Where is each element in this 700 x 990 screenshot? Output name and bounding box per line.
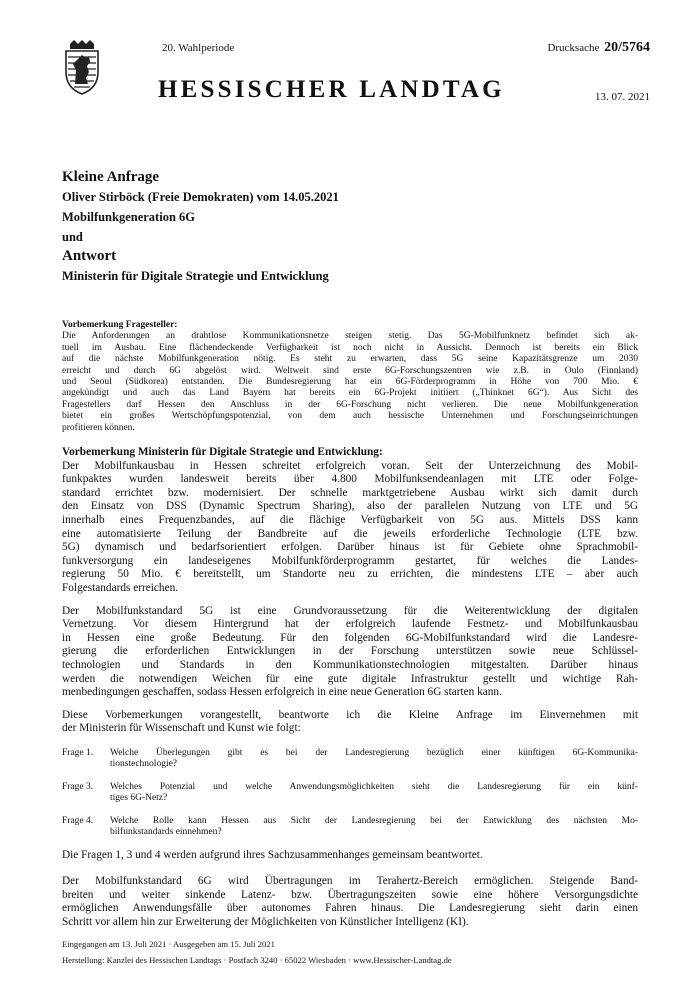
vorbemerkung-ministerin-paragraph-2 (62, 605, 638, 700)
author-line: Oliver Stirböck (Freie Demokraten) vom 14.05.2021 (62, 190, 339, 204)
document-date: 13. 07. 2021 (595, 91, 650, 103)
vorbemerkung-ministerin-paragraph-1 (62, 460, 638, 596)
drucksache-number: 20/5764 (604, 40, 650, 55)
footer-dates: Eingegangen am 13. Juli 2021 · Ausgegeben am 15. Juli 2021 (62, 939, 275, 949)
text-line: auf die nächste Mobilfunkgeneration nötig. Es steht zu erwarten, dass 5G seine Kapazitätsgrenze um 2030 (62, 354, 638, 365)
document-body (62, 320, 638, 929)
text-line: werden die notwendigen Weichen für eine gute digitale Infrastruktur gestellt und wichtige Rah- (62, 672, 638, 685)
frage-item (62, 748, 638, 771)
vorbemerkung-ministerin-heading: Vorbemerkung Ministerin für Digitale Strategie und Entwicklung: (62, 446, 383, 459)
hessen-coat-of-arms-icon (62, 40, 102, 95)
text-line: tuell im Ausbau. Eine flächendeckende Verfügbarkeit ist noch nicht in Aussicht. Dennoch ist bereits ein Blick (62, 342, 638, 353)
text-line: Die Anforderungen an drahtlose Kommunikationsnetze steigen stetig. Das 5G-Mobilfunknetz befindet sich ak- (62, 331, 638, 342)
intro-paragraph (62, 709, 638, 736)
fragen-list (62, 748, 638, 838)
drucksache (547, 40, 650, 56)
text-line: angekündigt und auch das Land Bayern hat bereits ein 6G-Projekt initiiert („Thinknet 6G“). Aus Sicht des (62, 388, 638, 399)
text-line: profitieren können. (62, 422, 135, 433)
text-line: breiten und weiter sinkende Latenz- bzw. Übertragungszeiten sowie eine höhere Versorgungsdichte (62, 888, 638, 901)
frage-item (62, 816, 638, 839)
text-line: standard errichtet bzw. modernisiert. Der schnelle marktgetriebene Ausbau wirkt sich damit durch (62, 486, 638, 499)
text-line: bietet ein großes Wertschöpfungspotenzial, von dem auch hessische Unternehmen und Forschungseinrichtungen (62, 411, 638, 422)
subject: Mobilfunkgeneration 6G (62, 210, 195, 224)
frage-text (110, 782, 638, 805)
text-line: eine automatisierte Teilung der Bandbreite auf die jeweils erforderliche Technologie (LTE bzw. (62, 527, 638, 540)
text-line: Diese Vorbemerkungen vorangestellt, beantworte ich die Kleine Anfrage im Einvernehmen mit (62, 708, 638, 721)
text-line: Fragestellers darf Hessen den Anschluss in der 6G-Forschung nicht verlieren. Die neue Mobilfunkgeneration (62, 399, 638, 410)
text-line: Der Mobilfunkausbau in Hessen schreitet erfolgreich voran. Seit der Unterzeichnung des Mobil- (62, 459, 638, 472)
text-line: ermöglichen Anwendungsfälle über autonomes Fahren hinaus. Die Landesregierung sieht darin einen (62, 902, 638, 915)
text-line: Folgestandards erreichen. (62, 582, 179, 594)
und-connector: und (62, 230, 83, 244)
vorbemerkung-fragesteller-text (62, 331, 638, 434)
text-line: innerhalb eines Frequenzbandes, auf die flächige Verfügbarkeit von 5G aus. Mittels DSS kann (62, 514, 638, 527)
text-line: Der Mobilfunkstandard 5G ist eine Grundvoraussetzung für die Weiterentwicklung der digitalen (62, 604, 638, 617)
vorbemerkung-fragesteller-heading: Vorbemerkung Fragesteller: (62, 320, 178, 330)
text-line: funkpaktes wurden landesweit bereits über 4.800 Mobilfunksendeanlagen mit LTE oder Folge- (62, 473, 638, 486)
text-line: tionstechnologie? (110, 759, 178, 770)
text-line: in Hessen eine große Bedeutung. Für den folgenden 6G-Mobilfunkstandard wird die Landesre- (62, 631, 638, 644)
parliament-title: HESSISCHER LANDTAG (158, 76, 505, 103)
text-line: und Seoul (Südkorea) entstanden. Die Bundesregierung hat ein 6G-Förderprogramm in Höhe von 700 Mio. € (62, 377, 638, 388)
text-line: regierung 50 Mio. € bereitstellt, um Standorte neu zu errichten, die mindestens LTE – aber auch (62, 568, 638, 581)
document-type: Kleine Anfrage (62, 169, 160, 185)
drucksache-label: Drucksache (547, 42, 600, 54)
footer-imprint: Herstellung: Kanzlei des Hessischen Landtags · Postfach 3240 · 65022 Wiesbaden · www.Hessischer-Landtag.de (62, 955, 452, 965)
text-line: Schritt vor allem hin zur Erweiterung der Möglichkeiten von Künstlicher Intelligenz (KI). (62, 915, 469, 928)
frage-label: Frage 1. (62, 747, 94, 758)
text-line: Vernetzung. Vor diesem Hintergrund hat der erfolgreich laufende Festnetz- und Mobilfunkausbau (62, 618, 638, 631)
text-line: tiges 6G-Netz? (110, 793, 168, 804)
text-line: funkversorgung ein landeseigenes Mobilfunkförderprogramm gestartet, für welches die Landes- (62, 554, 638, 567)
frage-text (110, 816, 638, 839)
answer-heading: Antwort (62, 248, 117, 264)
text-line: Der Mobilfunkstandard 6G wird Übertragungen im Terahertz-Bereich ermöglichen. Steigende Band- (62, 874, 638, 887)
text-line: bilfunkstandards einnehmen? (110, 826, 222, 837)
wahlperiode: 20. Wahlperiode (162, 42, 235, 54)
answer-paragraph-1 (62, 875, 638, 929)
text-line: erreicht und durch 6G abgelöst wird. Weltweit sind erste 6G-Forschungszentren wie z.B. in Oulo (Finnland) (62, 365, 638, 376)
text-line: Welche Überlegungen gibt es bei der Landesregierung bezüglich einer künftigen 6G-Kommunika- (110, 747, 638, 758)
title-block (62, 168, 662, 286)
footer (62, 936, 642, 968)
ministry: Ministerin für Digitale Strategie und Entwicklung (62, 269, 329, 283)
frage-label: Frage 3. (62, 781, 94, 792)
text-line: 5G) dynamisch und bedarfsorientiert erfolgen. Darüber hinaus ist für Gebiete ohne Sprachmobil- (62, 541, 638, 554)
frage-text (110, 748, 638, 771)
text-line: menbedingungen geschaffen, sodass Hessen erfolgreich in eine neue Generation 6G starten kann. (62, 686, 502, 699)
text-line: Welches Potenzial und welche Anwendungsmöglichkeiten sieht die Landesregierung für ein künf- (110, 781, 638, 792)
text-line: gierung die erforderlichen Entwicklungen in der Forschung unterstützen sowie neue Schlüssel- (62, 645, 638, 658)
frage-item (62, 782, 638, 805)
text-line: den Einsatz von DSS (Dynamic Spectrum Sharing), also der parallelen Nutzung von LTE und 5G (62, 500, 638, 513)
combined-answer-note: Die Fragen 1, 3 und 4 werden aufgrund ihres Sachzusammenhanges gemeinsam beantwortet. (62, 849, 483, 862)
text-line: Welche Rolle kann Hessen aus Sicht der Landesregierung bei der Entwicklung des nächsten Mo- (110, 815, 638, 826)
text-line: technologien und Standards in den Kommunikationstechnologien mitgestalten. Darüber hinaus (62, 658, 638, 671)
frage-label: Frage 4. (62, 815, 94, 826)
text-line: der Ministerin für Wissenschaft und Kunst wie folgt: (62, 722, 301, 735)
